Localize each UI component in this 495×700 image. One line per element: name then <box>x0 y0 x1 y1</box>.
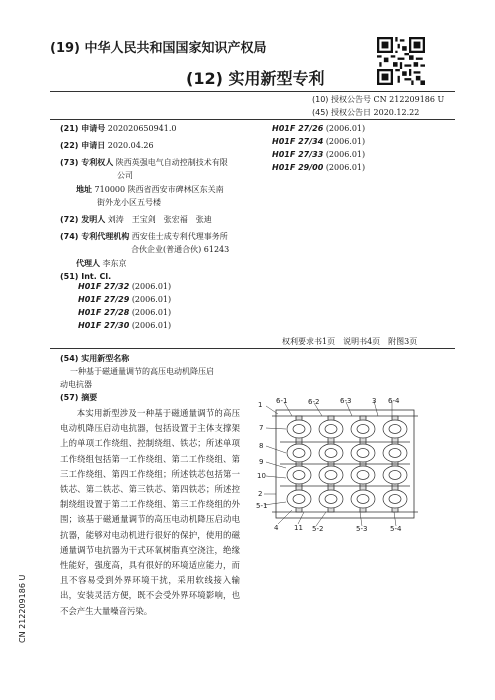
patent-agency-value-line1: 西安佳士成专利代理事务所 <box>131 232 228 241</box>
reactor-drawing <box>256 398 428 532</box>
callout-1: 1 <box>258 401 263 409</box>
application-number-label: (21) 申请号 <box>60 124 106 133</box>
callout-6-3: 6-3 <box>340 398 352 405</box>
qr-code-icon <box>377 37 425 85</box>
callout-6-1: 6-1 <box>276 398 288 405</box>
ipc-row: H01F 27/34 (2006.01) <box>272 137 366 146</box>
ipc-row: H01F 27/28 (2006.01) <box>78 308 172 317</box>
ipc-row: H01F 29/00 (2006.01) <box>272 163 366 172</box>
application-date-label: (22) 申请日 <box>60 141 106 150</box>
callout-5-2: 5-2 <box>312 525 324 532</box>
utility-model-title-line1: 一种基于磁通量调节的高压电动机降压启 <box>70 367 214 376</box>
callout-6-2: 6-2 <box>308 398 320 406</box>
office-name: (19) 中华人民共和国国家知识产权局 <box>50 41 267 56</box>
callout-5-4: 5-4 <box>390 525 402 532</box>
callout-2: 2 <box>258 490 263 498</box>
inventors-value: 刘涛 王宝剑 张宏福 张迪 <box>107 215 212 224</box>
callout-9: 9 <box>259 458 264 466</box>
abstract-label: (57) 摘要 <box>60 393 98 402</box>
patent-agency <box>60 230 228 243</box>
title-label: (54) 实用新型名称 <box>60 354 130 363</box>
ipc-row: H01F 27/29 (2006.01) <box>78 295 172 304</box>
patentee-label: (73) 专利权人 <box>60 158 114 167</box>
address-value-line1: 710000 陕西省西安市碑林区东关南 <box>94 185 224 194</box>
ipc-row: H01F 27/32 (2006.01) <box>78 282 172 291</box>
callout-6-4: 6-4 <box>388 398 400 405</box>
side-publication-code: CN 212209186 U <box>18 574 27 643</box>
patentee-value-line1: 陕西英强电气自动控制技术有限 <box>115 158 228 167</box>
ipc-list-left <box>78 280 171 332</box>
header-divider-bottom <box>50 119 455 120</box>
callout-10: 10 <box>257 472 266 480</box>
patentee <box>60 156 228 169</box>
application-number <box>60 122 177 135</box>
application-number-value: 202020650941.0 <box>107 124 177 133</box>
inventors-label: (72) 发明人 <box>60 215 106 224</box>
application-date <box>60 139 154 152</box>
address-value-line2: 街外龙小区五号楼 <box>97 198 161 207</box>
application-date-value: 2020.04.26 <box>107 141 154 150</box>
publication-date-label: (45) 授权公告日 <box>312 108 371 117</box>
callout-3: 3 <box>372 398 377 405</box>
publication-date-value: 2020.12.22 <box>373 108 420 117</box>
ipc-row: H01F 27/26 (2006.01) <box>272 124 366 133</box>
agent-value: 李东京 <box>102 259 127 268</box>
publication-number-value: CN 212209186 U <box>373 95 445 104</box>
abstract-text: 本实用新型涉及一种基于磁通量调节的高压电动机降压启动电抗器，包括设置于主体支撑架上的单项工作绕组、控制绕组、铁芯；所述单项工作绕组包括第一工作绕组、第二工作绕组、第三工作绕组、第四工作绕组；所述铁芯包括第一铁芯、第二铁芯、第三铁芯、第四铁芯；所述控制绕组设置于第二工作绕组、第三工作绕组的外围；该基于磁通量调节的高压电动机降压启动电抗器，能够对电动机进行很好的保护，使用的磁通量调节电抗器为干式环氧树脂真空浇注，绝缘性能好，强度高，具有很好的环境适应能力，而且不容易受到外界环境干扰，采用软线接入输出，安装灵活方便，既不会受外界环境影响，也不会产生大量噪音污染。 <box>60 408 240 616</box>
address <box>76 183 224 196</box>
publication-number-label: (10) 授权公告号 <box>312 95 371 104</box>
callout-11: 11 <box>294 524 303 532</box>
inventors <box>60 213 212 226</box>
agent-label: 代理人 <box>76 259 100 268</box>
ipc-list-right <box>272 122 365 174</box>
callout-5-1: 5-1 <box>256 502 268 510</box>
utility-model-title-line2: 动电抗器 <box>60 380 92 389</box>
address-label: 地址 <box>76 185 92 194</box>
patent-agency-label: (74) 专利代理机构 <box>60 232 130 241</box>
ipc-row: H01F 27/30 (2006.01) <box>78 321 172 330</box>
callout-4: 4 <box>274 524 279 532</box>
section-divider <box>50 348 455 349</box>
callout-8: 8 <box>259 442 264 450</box>
callout-7: 7 <box>259 424 264 432</box>
page-count: 权利要求书1页 说明书4页 附图3页 <box>282 337 418 346</box>
publication-number <box>312 94 444 105</box>
document-type: (12) 实用新型专利 <box>186 69 325 88</box>
agent <box>76 257 127 270</box>
patentee-value-line2: 公司 <box>117 171 133 180</box>
patent-agency-value-line2: 合伙企业(普通合伙) 61243 <box>131 245 230 254</box>
publication-date <box>312 107 419 118</box>
int-cl-label: (51) Int. Cl. <box>60 272 112 281</box>
callout-5-3: 5-3 <box>356 525 368 532</box>
ipc-row: H01F 27/33 (2006.01) <box>272 150 366 159</box>
header-divider-top <box>50 91 455 92</box>
